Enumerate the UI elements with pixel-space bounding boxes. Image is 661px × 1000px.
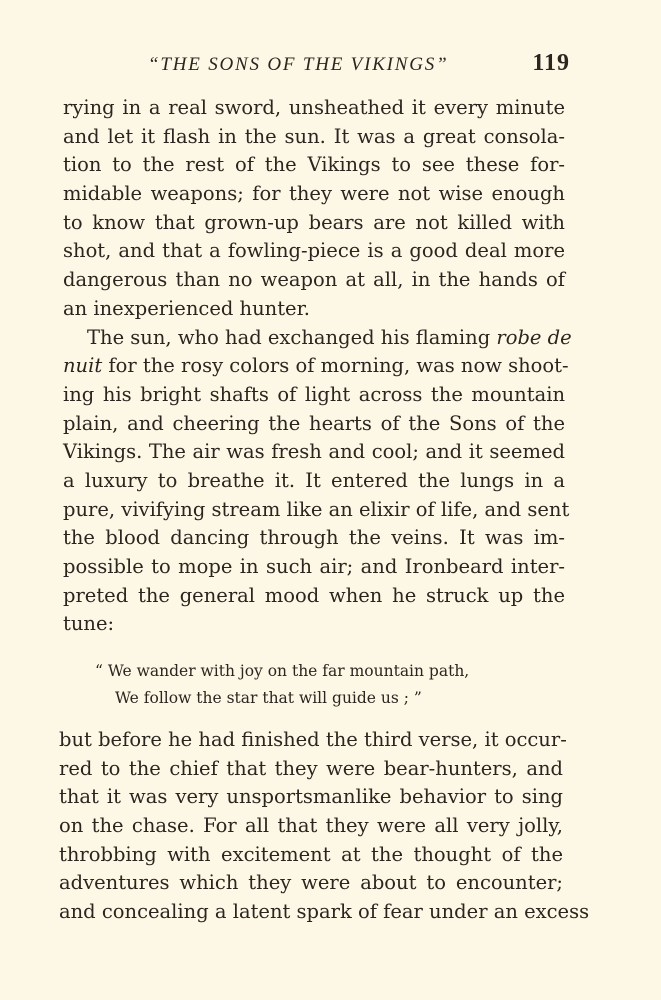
text-run: for the rosy colors of morning, was now shoot- bbox=[102, 354, 569, 378]
text-line: Vikings. The air was fresh and cool; and it seemed bbox=[63, 440, 565, 464]
text-line: plain, and cheering the hearts of the Sons of the bbox=[63, 411, 565, 435]
body-text bbox=[63, 94, 572, 639]
page-header bbox=[62, 50, 570, 80]
verse-line: We follow the star that will guide us ; ” bbox=[115, 689, 422, 707]
text-line: and let it flash in the sun. It was a great consola- bbox=[63, 124, 565, 148]
text-line: and concealing a latent spark of fear under an excess bbox=[59, 900, 590, 924]
italic-phrase: nuit bbox=[63, 354, 103, 378]
text-line: preted the general mood when he struck up the bbox=[63, 583, 565, 607]
verse-quote bbox=[95, 658, 469, 712]
text-line: tion to the rest of the Vikings to see these for- bbox=[63, 153, 565, 177]
verse-line: “ We wander with joy on the far mountain path, bbox=[95, 662, 470, 680]
body-text bbox=[59, 726, 590, 927]
text-run: The sun, who had exchanged his flaming bbox=[87, 325, 497, 349]
text-line: shot, and that a fowling-piece is a good deal more bbox=[63, 239, 565, 263]
text-line: an inexperienced hunter. bbox=[63, 296, 310, 320]
text-line: tune: bbox=[63, 612, 115, 636]
text-line: possible to mope in such air; and Ironbeard inter- bbox=[63, 555, 565, 578]
text-line: midable weapons; for they were not wise enough bbox=[63, 182, 565, 206]
text-line: red to the chief that they were bear-hunters, and bbox=[59, 756, 563, 780]
text-line: dangerous than no weapon at all, in the hands of bbox=[63, 268, 565, 292]
text-line: pure, vivifying stream like an elixir of life, and sent bbox=[63, 497, 570, 521]
text-line: adventures which they were about to encounter; bbox=[59, 871, 563, 895]
text-line: ing his bright shafts of light across the mountain bbox=[63, 382, 565, 406]
text-line bbox=[63, 352, 569, 381]
text-line: a luxury to breathe it. It entered the lungs in a bbox=[63, 468, 565, 492]
text-line bbox=[63, 324, 572, 353]
text-line: rying in a real sword, unsheathed it every minute bbox=[63, 96, 565, 119]
text-line: throbbing with excitement at the thought of the bbox=[59, 842, 563, 866]
text-line: to know that grown-up bears are not killed with bbox=[63, 210, 565, 234]
text-line: on the chase. For all that they were all very jolly, bbox=[59, 814, 563, 838]
text-line: the blood dancing through the veins. It was im- bbox=[63, 526, 565, 550]
running-title: “THE SONS OF THE VIKINGS” bbox=[148, 54, 449, 75]
page-number: 119 bbox=[532, 50, 570, 76]
text-line: but before he had finished the third verse, it occur- bbox=[59, 728, 567, 751]
text-line: that it was very unsportsmanlike behavior to sing bbox=[59, 785, 563, 809]
italic-phrase: robe de bbox=[496, 325, 572, 349]
